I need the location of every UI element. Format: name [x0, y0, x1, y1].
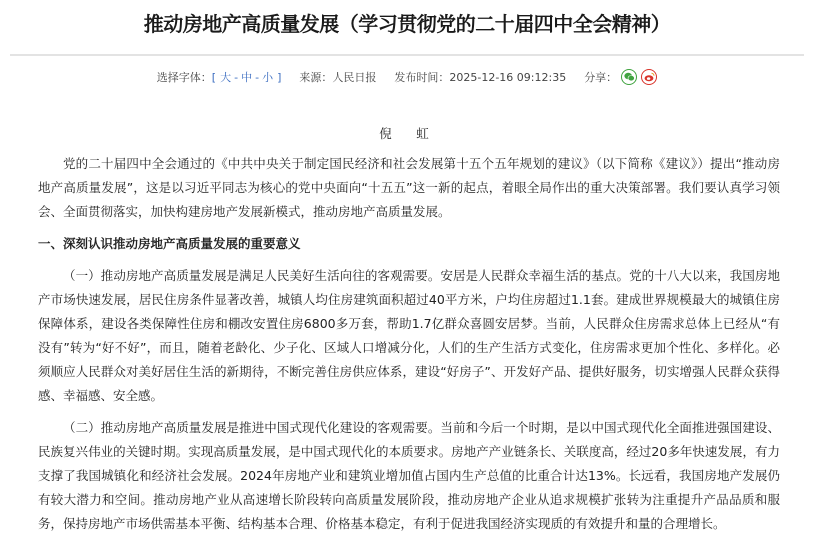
font-size-small-link[interactable]: 小 [262, 71, 274, 84]
share [584, 69, 657, 85]
source [299, 69, 376, 85]
publish-label: 发布时间： [394, 71, 450, 84]
font-sep: - [255, 70, 260, 84]
weibo-icon[interactable] [641, 69, 657, 85]
bracket-close: ] [277, 70, 282, 84]
article-title: 推动房地产高质量发展（学习贯彻党的二十届四中全会精神） [143, 12, 671, 36]
title-divider [10, 54, 804, 56]
share-label: 分享： [584, 71, 618, 84]
article-body [0, 152, 814, 536]
font-size-medium-link[interactable]: 中 [241, 71, 253, 84]
font-sep: - [234, 70, 239, 84]
bracket-open: [ [211, 70, 217, 84]
section-heading: 一、深刻认识推动房地产高质量发展的重要意义 [38, 236, 301, 251]
wechat-icon[interactable] [621, 69, 637, 85]
publish-time [394, 69, 566, 85]
font-select-label: 选择字体： [156, 71, 212, 84]
font-size-large-link[interactable]: 大 [220, 71, 232, 84]
intro-paragraph: 党的二十届四中全会通过的《中共中央关于制定国民经济和社会发展第十五个五年规划的建议》（以下简称《建议》）提出“推动房地产高质量发展”，这是以习近平同志为核心的党中央面向“十五五”这一新的起点，着眼全局作出的重大决策部署。我们要认真学习领会、全面贯彻落实，加快构建房地产发展新模式，推动房地产高质量发展。 [38, 156, 780, 219]
font-size-selector [157, 69, 282, 85]
body-paragraph: （一）推动房地产高质量发展是满足人民美好生活向往的客观需要。安居是人民群众幸福生活的基点。党的十八大以来，我国房地产市场快速发展，居民住房条件显著改善，城镇人均住房建筑面积超过40平方米，户均住房超过1.1套。建成世界规模最大的城镇住房保障体系，建设各类保障性住房和棚改安置住房6800多万套，帮助1.7亿群众喜圆安居梦。当前，人民群众住房需求总体上已经从“有没有”转为“好不好”，而且，随着老龄化、少子化、区域人口增减分化，人们的生产生活方式变化，住房需求更加个性化、多样化。必须顺应人民群众对美好居住生活的新期待，不断完善住房供应体系，建设“好房子”、开发好产品、提供好服务，切实增强人民群众获得感、幸福感、安全感。 [38, 268, 780, 403]
article-author: 倪 虹 [379, 126, 435, 141]
publish-value: 2025-12-16 09:12:35 [449, 70, 567, 84]
source-label: 来源： [299, 71, 333, 84]
article-meta [0, 64, 814, 90]
body-paragraph: （二）推动房地产高质量发展是推进中国式现代化建设的客观需要。当前和今后一个时期，是以中国式现代化全面推进强国建设、民族复兴伟业的关键时期。实现高质量发展，是中国式现代化的本质要求。房地产产业链条长、关联度高，经过20多年快速发展，有力支撑了我国城镇化和经济社会发展。2024年房地产业和建筑业增加值占国内生产总值的比重合计达13%。长远看，我国房地产发展仍有较大潜力和空间。推动房地产业从高速增长阶段转向高质量发展阶段，推动房地产企业从追求规模扩张转为注重提升产品品质和服务，保持房地产市场供需基本平衡、结构基本合理、价格基本稳定，有利于促进我国经济实现质的有效提升和量的合理增长。 [38, 420, 780, 531]
source-value: 人民日报 [332, 71, 377, 84]
